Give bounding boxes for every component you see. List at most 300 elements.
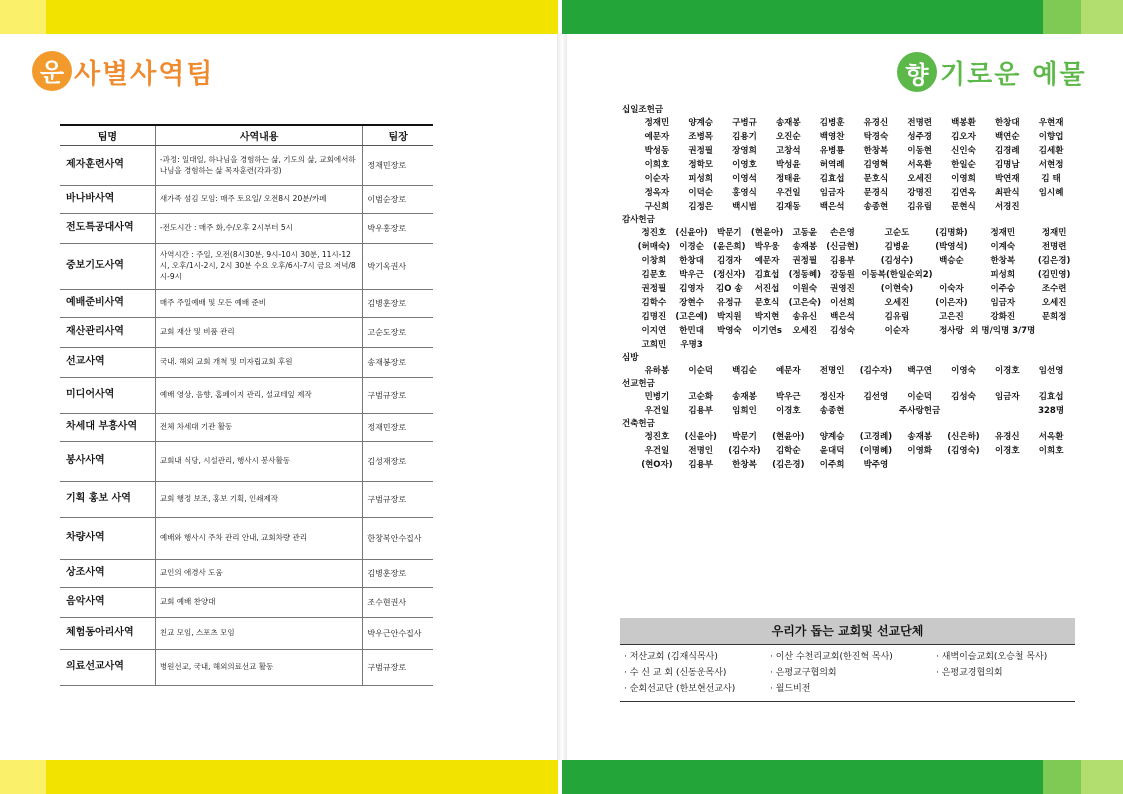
team-leader-cell: 이범순장로 — [363, 186, 433, 214]
table-row — [60, 244, 433, 290]
offering-name: 한창복 — [863, 146, 889, 156]
offering-name: 박문기 — [732, 432, 757, 442]
offering-name: 김영혁 — [863, 160, 889, 170]
table-row — [60, 318, 433, 348]
team-name-cell: 의료선교사역 — [60, 650, 155, 686]
offering-name — [1035, 324, 1073, 338]
offering-name: 고창석 — [775, 146, 801, 156]
offering-name: (김성수) — [880, 256, 914, 266]
offering-name: 구신희 — [644, 202, 670, 212]
offering-name: 한창대 — [994, 118, 1020, 128]
offering-name — [942, 404, 986, 418]
right-title-initial: 향 — [897, 52, 937, 92]
offering-name: 이동복(한일순외2) — [861, 270, 933, 280]
offering-name: 유경신 — [863, 118, 889, 128]
offering-name: 전명인 — [819, 366, 845, 376]
offering-name: 김용기 — [732, 132, 757, 142]
offering-name: 오세진 — [907, 174, 933, 184]
offering-name: 백김순 — [732, 366, 757, 376]
offering-name: 이창희 — [641, 256, 667, 266]
offering-name: 문경식 — [863, 188, 889, 198]
offering-name: (정동혜) — [788, 270, 821, 280]
offering-name: 김유림 — [884, 312, 910, 322]
offering-name: 전명련 — [1041, 242, 1067, 252]
bottom-bar-left — [0, 760, 46, 794]
offering-name: 주사랑헌금 — [899, 406, 941, 416]
offering-name: 박지원 — [716, 312, 742, 322]
team-name-cell: 체험동아리사역 — [60, 618, 155, 650]
offering-name: 이영화 — [907, 446, 933, 456]
offering-name: 이희호 — [644, 160, 670, 170]
offering-name: (정신자) — [713, 270, 746, 280]
offering-name: 송재봉 — [907, 432, 933, 442]
offering-name: 홍영식 — [732, 188, 757, 198]
offering-name: 이경순 — [679, 242, 704, 252]
offering-name: 우명3 — [680, 340, 703, 350]
offering-name: 윤대덕 — [819, 446, 845, 456]
left-title-text: 사별사역팀 — [74, 58, 215, 90]
offering-name: 한일순 — [951, 160, 976, 170]
offering-name: 양계승 — [819, 432, 845, 442]
offering-name: 김효섭 — [819, 174, 845, 184]
offering-name: 김병훈 — [819, 118, 845, 128]
offering-name: (김영숙) — [947, 446, 980, 456]
offering-name: 유정규 — [716, 298, 742, 308]
bottom-bar-right-main — [562, 760, 1043, 794]
offering-name: 예문자 — [644, 132, 670, 142]
offering-name: 피성희 — [990, 270, 1016, 280]
offering-name: 이순자 — [884, 326, 910, 336]
bottom-bar-right-end — [1081, 760, 1123, 794]
table-row — [60, 588, 433, 618]
offering-name: 오세진 — [1041, 298, 1067, 308]
offering-name: 김학순 — [775, 446, 801, 456]
offering-name: 김 태 — [1041, 174, 1061, 184]
offering-name: 임금자 — [990, 298, 1016, 308]
top-bar-right-accent — [1043, 0, 1081, 34]
offering-name: 이경호 — [994, 366, 1020, 376]
team-content-cell: 매주 주일예배 및 모든 예배 준비 — [155, 290, 363, 318]
offering-name: 328명 — [1038, 406, 1065, 416]
header-team-name: 팀명 — [60, 125, 155, 146]
team-leader-cell: 구범규장로 — [363, 650, 433, 686]
offering-name: 민병기 — [644, 392, 670, 402]
offering-name: 김유림 — [907, 202, 933, 212]
team-leader-cell: 박우홍장로 — [363, 214, 433, 244]
table-row — [60, 518, 433, 560]
offering-name: 문현식 — [951, 202, 976, 212]
offering-name: 이영숙 — [951, 366, 976, 376]
offering-name: 박연재 — [994, 174, 1020, 184]
offering-name: 김학수 — [641, 298, 667, 308]
offering-name: 외 명/익명 3/7명 — [970, 326, 1036, 336]
team-leader-cell: 고순도장로 — [363, 318, 433, 348]
team-content-cell: 교회 행정 보조, 홍보 기획, 인쇄제작 — [155, 482, 363, 518]
offering-name — [985, 404, 1029, 418]
team-name-cell: 전도특공대사역 — [60, 214, 155, 244]
offering-name: 임시혜 — [1038, 188, 1064, 198]
offering-name: 송재봉 — [732, 392, 757, 402]
offering-name: 오진순 — [775, 132, 801, 142]
offering-name: 이희호 — [1038, 446, 1064, 456]
team-name-cell: 기획 홍보 사역 — [60, 482, 155, 518]
offering-name: 김선영 — [863, 392, 889, 402]
offering-name: 조수련 — [1041, 284, 1067, 294]
offering-name: 김경자 — [716, 256, 742, 266]
offering-name: 김영자 — [679, 284, 704, 294]
offering-name: 김정은 — [688, 202, 714, 212]
offering-name: 이계숙 — [990, 242, 1016, 252]
offering-name: 고은진 — [939, 312, 964, 322]
team-name-cell: 미디어사역 — [60, 378, 155, 414]
offering-heading: 선교헌금 — [622, 379, 655, 389]
offering-name: 송종현 — [819, 406, 845, 416]
offering-name: 서옥환 — [907, 160, 933, 170]
team-name-cell: 바나바사역 — [60, 186, 155, 214]
offering-name: 김용부 — [830, 256, 855, 266]
team-leader-cell: 김병훈장로 — [363, 560, 433, 588]
partner-item: · 은평교경협의회 — [936, 668, 1003, 678]
offering-name: 전명인 — [688, 446, 714, 456]
offering-names — [635, 364, 1073, 378]
offering-name: 강동원 — [830, 270, 855, 280]
team-leader-cell: 박기옥권사 — [363, 244, 433, 290]
offering-name: 백승순 — [939, 256, 964, 266]
offering-name: (신윤아) — [675, 228, 708, 238]
offering-name: 이영석 — [732, 174, 757, 184]
partner-item: · 월드비전 — [770, 684, 811, 694]
offering-heading: 건축헌금 — [622, 419, 655, 429]
team-leader-cell: 박우근안수집사 — [363, 618, 433, 650]
offering-name: 김효섭 — [1038, 392, 1064, 402]
offering-name: 정신자 — [819, 392, 845, 402]
partner-title: 우리가 돕는 교회및 선교단체 — [620, 618, 1075, 645]
offering-name: 이영호 — [732, 160, 757, 170]
offering-name: 임희인 — [732, 406, 757, 416]
partner-item: · 은평교구협의회 — [770, 668, 837, 678]
offering-name: 이경호 — [994, 446, 1020, 456]
offering-name: 이주희 — [819, 460, 845, 470]
offering-name: 정재민 — [1041, 228, 1067, 238]
offering-name: 권영진 — [830, 284, 855, 294]
offering-name: (현O자) — [641, 460, 673, 470]
offering-name: (고은숙) — [788, 298, 821, 308]
table-row — [60, 146, 433, 186]
offering-name: (김은경) — [772, 460, 805, 470]
bottom-bar-right-accent — [1043, 760, 1081, 794]
offering-name: 이원숙 — [792, 284, 818, 294]
offering-name: 김재동 — [775, 202, 801, 212]
offering-name: 한창복 — [732, 460, 757, 470]
bottom-bar-left-main — [46, 760, 558, 794]
table-body — [60, 146, 433, 686]
offering-name: (김은경) — [1037, 256, 1071, 266]
partner-item: · 이산 수천리교회(한진혁 목사) — [770, 652, 893, 662]
offering-name: 권정필 — [792, 256, 818, 266]
offering-name: 한민대 — [679, 326, 704, 336]
offering-name: 임금자 — [819, 188, 845, 198]
offering-name: 정재민 — [990, 228, 1016, 238]
team-content-cell: 교회 예배 찬양대 — [155, 588, 363, 618]
offering-name: (김수자) — [728, 446, 761, 456]
offering-name — [933, 268, 971, 282]
offering-name: 김성숙 — [951, 392, 976, 402]
team-leader-cell: 한창복안수집사 — [363, 518, 433, 560]
offering-name: 백은석 — [830, 312, 855, 322]
team-content-cell: 사역시간 : 주일, 오전(8시30분, 9시-10시 30분, 11시-12시, 오후/1시-2시, 2시 30분 수요 오후/6시-7시 금요 저녁/8시-9시 — [155, 244, 363, 290]
offering-name: 임금자 — [994, 392, 1020, 402]
table-row — [60, 482, 433, 518]
team-leader-cell: 구범규장로 — [363, 482, 433, 518]
team-leader-cell: 김성재장로 — [363, 442, 433, 482]
offering-name: 이기연s — [752, 326, 782, 336]
offering-name: (이현숙) — [880, 284, 914, 294]
team-content-cell: 교회 재산 및 비품 관리 — [155, 318, 363, 348]
offering-name: 이덕순 — [688, 188, 714, 198]
offering-name: 오세진 — [884, 298, 910, 308]
table-row — [60, 214, 433, 244]
offering-name: 박영숙 — [716, 326, 742, 336]
offering-name: 유병룡 — [819, 146, 845, 156]
partner-item: · 수 신 교 회 (신동운목사) — [624, 668, 727, 678]
offering-name: 손은영 — [830, 228, 855, 238]
offering-name: 강명진 — [907, 188, 933, 198]
offering-name: 이경호 — [775, 406, 801, 416]
offering-name: 구병규 — [732, 118, 757, 128]
offering-name: 이숙자 — [939, 284, 964, 294]
offering-name: 문희정 — [1041, 312, 1067, 322]
offering-name: 김오자 — [951, 132, 976, 142]
team-name-cell: 재산관리사역 — [60, 318, 155, 348]
header-leader: 팀장 — [363, 125, 433, 146]
offering-name: 송재봉 — [792, 242, 818, 252]
top-bar-left-main — [46, 0, 558, 34]
offering-name — [854, 404, 898, 418]
offering-heading: 감사헌금 — [622, 215, 655, 225]
offering-name: 장영희 — [732, 146, 757, 156]
offering-name: (고은예) — [675, 312, 708, 322]
offering-name: 서현정 — [1038, 160, 1064, 170]
offering-name: (이명혜) — [859, 446, 893, 456]
offering-name: 박지현 — [754, 312, 780, 322]
offering-name: 권정필 — [688, 146, 714, 156]
team-name-cell: 선교사역 — [60, 348, 155, 378]
partner-item: · 새벽이슬교회(오승철 목사) — [936, 652, 1048, 662]
partner-item — [932, 681, 1075, 697]
team-leader-cell: 구범규장로 — [363, 378, 433, 414]
offering-name: 장현수 — [679, 298, 704, 308]
offering-name: 이영희 — [951, 174, 976, 184]
offering-name: 이순덕 — [688, 366, 714, 376]
team-content-cell: 전체 차세대 기관 활동 — [155, 414, 363, 442]
top-bar-left — [0, 0, 46, 34]
top-bar-right-end — [1081, 0, 1123, 34]
offering-name: 이선희 — [830, 298, 855, 308]
offering-name: 한창대 — [679, 256, 704, 266]
team-content-cell: 병원선교, 국내, 해외의료선교 활동 — [155, 650, 363, 686]
team-content-cell: 친교 모임, 스포츠 모임 — [155, 618, 363, 650]
offering-name: 문호식 — [863, 174, 889, 184]
offering-name: 김세환 — [1038, 146, 1064, 156]
offering-name: 김용부 — [688, 406, 714, 416]
offering-name: 백시범 — [732, 202, 757, 212]
offering-name: 이순자 — [644, 174, 670, 184]
offering-name: 박우근 — [679, 270, 704, 280]
offering-name: 박우근 — [775, 392, 801, 402]
offering-name: 예문자 — [775, 366, 801, 376]
table-row — [60, 414, 433, 442]
offering-name: (박영석) — [935, 242, 968, 252]
offering-name: (허매숙) — [637, 242, 671, 252]
team-content-cell: 교인의 애경사 도움 — [155, 560, 363, 588]
team-name-cell: 음악사역 — [60, 588, 155, 618]
offering-name: 우현재 — [1038, 118, 1064, 128]
team-content-cell: -과정: 일대일, 하나님을 경험하는 삶, 기도의 삶, 교회에서하나님을 경험하는 삶 목자훈련(각과정) — [155, 146, 363, 186]
team-name-cell: 예배준비사역 — [60, 290, 155, 318]
offering-name: (고경례) — [859, 432, 893, 442]
offering-name: 김명남 — [994, 160, 1020, 170]
offering-name: (신금현) — [826, 242, 859, 252]
left-title-initial: 운 — [32, 51, 72, 91]
offering-names — [635, 390, 1073, 418]
offering-names — [635, 226, 1073, 352]
team-content-cell: 예배와 행사시 주차 관리 안내, 교회차량 관리 — [155, 518, 363, 560]
offering-name: 허역례 — [819, 160, 845, 170]
offering-name: 서진섭 — [754, 284, 780, 294]
offering-name: (신은하) — [947, 432, 980, 442]
table-header-row — [60, 125, 433, 146]
team-name-cell: 중보기도사역 — [60, 244, 155, 290]
right-title-text: 기로운 예물 — [940, 59, 1087, 90]
offering-name: (김명화) — [935, 228, 968, 238]
offering-name: 김연옥 — [951, 188, 976, 198]
offering-name: 박주영 — [863, 460, 889, 470]
team-leader-cell: 정재민장로 — [363, 414, 433, 442]
page-spine — [557, 34, 567, 760]
team-name-cell: 차세대 부흥사역 — [60, 414, 155, 442]
offering-name: 백봉환 — [951, 118, 976, 128]
partner-box — [620, 618, 1075, 702]
offering-name: 김경례 — [994, 146, 1020, 156]
offering-name: 정재민 — [644, 118, 670, 128]
offering-name: 피성희 — [688, 174, 714, 184]
offering-name: 신인숙 — [951, 146, 976, 156]
offering-name: 고순도 — [884, 228, 910, 238]
offering-name: (이은자) — [935, 298, 968, 308]
offering-name: 전명련 — [907, 118, 933, 128]
offering-name: 정사랑 — [939, 326, 964, 336]
team-name-cell: 제자훈련사역 — [60, 146, 155, 186]
offering-name: 김병윤 — [884, 242, 910, 252]
offering-heading: 심방 — [622, 353, 639, 363]
partner-item: · 순회선교단 (한보현선교사) — [624, 684, 736, 694]
team-leader-cell: 김병훈장로 — [363, 290, 433, 318]
team-name-cell: 상조사역 — [60, 560, 155, 588]
offering-name: 백구연 — [907, 366, 933, 376]
offering-name: 송재봉 — [775, 118, 801, 128]
offering-name: 정진호 — [644, 432, 670, 442]
offering-name: 예문자 — [754, 256, 780, 266]
offering-name: 우건일 — [775, 188, 801, 198]
offering-name: 탁경숙 — [863, 132, 889, 142]
team-leader-cell: 정재민장로 — [363, 146, 433, 186]
offering-name: (김민영) — [1037, 270, 1071, 280]
team-content-cell: -전도시간 : 매주 화,수/오후 2시부터 5시 — [155, 214, 363, 244]
offering-names — [635, 116, 1073, 214]
partner-list — [620, 645, 1075, 702]
offering-name: 송유신 — [792, 312, 818, 322]
partner-item: · 저산교회 (김재식목사) — [624, 652, 718, 662]
offering-name: 박성동 — [644, 146, 670, 156]
offering-name: 백은석 — [819, 202, 845, 212]
team-content-cell: 국내. 해외 교회 개척 및 미자립교회 후원 — [155, 348, 363, 378]
offering-heading: 십일조헌금 — [622, 105, 664, 115]
offering-name: 이향업 — [1038, 132, 1064, 142]
team-name-cell: 봉사사역 — [60, 442, 155, 482]
offering-name: 오세진 — [792, 326, 818, 336]
offering-name: 조병목 — [688, 132, 714, 142]
team-content-cell: 새가족 섬김 모임: 매주 토요일/ 오전8시 20분/카페 — [155, 186, 363, 214]
offering-name: (현윤아) — [750, 228, 784, 238]
offering-list — [623, 104, 1073, 472]
team-name-cell: 차량사역 — [60, 518, 155, 560]
offering-name: 양계승 — [688, 118, 714, 128]
offering-name: 김문호 — [641, 270, 667, 280]
offering-name: 권정필 — [641, 284, 667, 294]
offering-name: 정진호 — [641, 228, 667, 238]
header-content: 사역내용 — [155, 125, 363, 146]
offering-name: (윤은희) — [713, 242, 746, 252]
offering-name: 우건일 — [644, 406, 670, 416]
table-row — [60, 186, 433, 214]
offering-name: (김수자) — [859, 366, 893, 376]
offering-name: 유하봉 — [644, 366, 670, 376]
offering-name: 백영찬 — [819, 132, 845, 142]
offering-name: 이순덕 — [907, 392, 933, 402]
offering-name: 고희민 — [641, 340, 667, 350]
offering-name: 이지연 — [641, 326, 667, 336]
offering-name: 김용부 — [688, 460, 714, 470]
team-leader-cell: 송재봉장로 — [363, 348, 433, 378]
offering-name: 우건일 — [644, 446, 670, 456]
offering-name: 고동윤 — [792, 228, 818, 238]
offering-name: 최판식 — [994, 188, 1020, 198]
offering-name: 김성숙 — [830, 326, 855, 336]
offering-name: 유경신 — [994, 432, 1020, 442]
offering-name: 정옥자 — [644, 188, 670, 198]
left-page-title — [32, 50, 214, 92]
offering-name: 김명진 — [641, 312, 667, 322]
offering-name: 문호식 — [754, 298, 780, 308]
offering-name: 이동현 — [907, 146, 933, 156]
offering-name: 정학모 — [688, 160, 714, 170]
team-content-cell: 예배 영상, 음향, 홈페이지 관리, 설교테잎 제작 — [155, 378, 363, 414]
offering-name: 송종현 — [863, 202, 889, 212]
ministry-team-table — [60, 124, 433, 686]
offering-name: 한창복 — [990, 256, 1016, 266]
offering-name: (현윤아) — [772, 432, 805, 442]
table-row — [60, 618, 433, 650]
table-row — [60, 290, 433, 318]
offering-name: 서경진 — [994, 202, 1020, 212]
offering-name: 김효섭 — [754, 270, 780, 280]
table-row — [60, 560, 433, 588]
offering-name: 박문기 — [716, 228, 742, 238]
offering-name: 박성윤 — [775, 160, 801, 170]
top-bar-right-main — [562, 0, 1043, 34]
offering-name: 강화진 — [990, 312, 1016, 322]
offering-name: 서옥환 — [1038, 432, 1064, 442]
